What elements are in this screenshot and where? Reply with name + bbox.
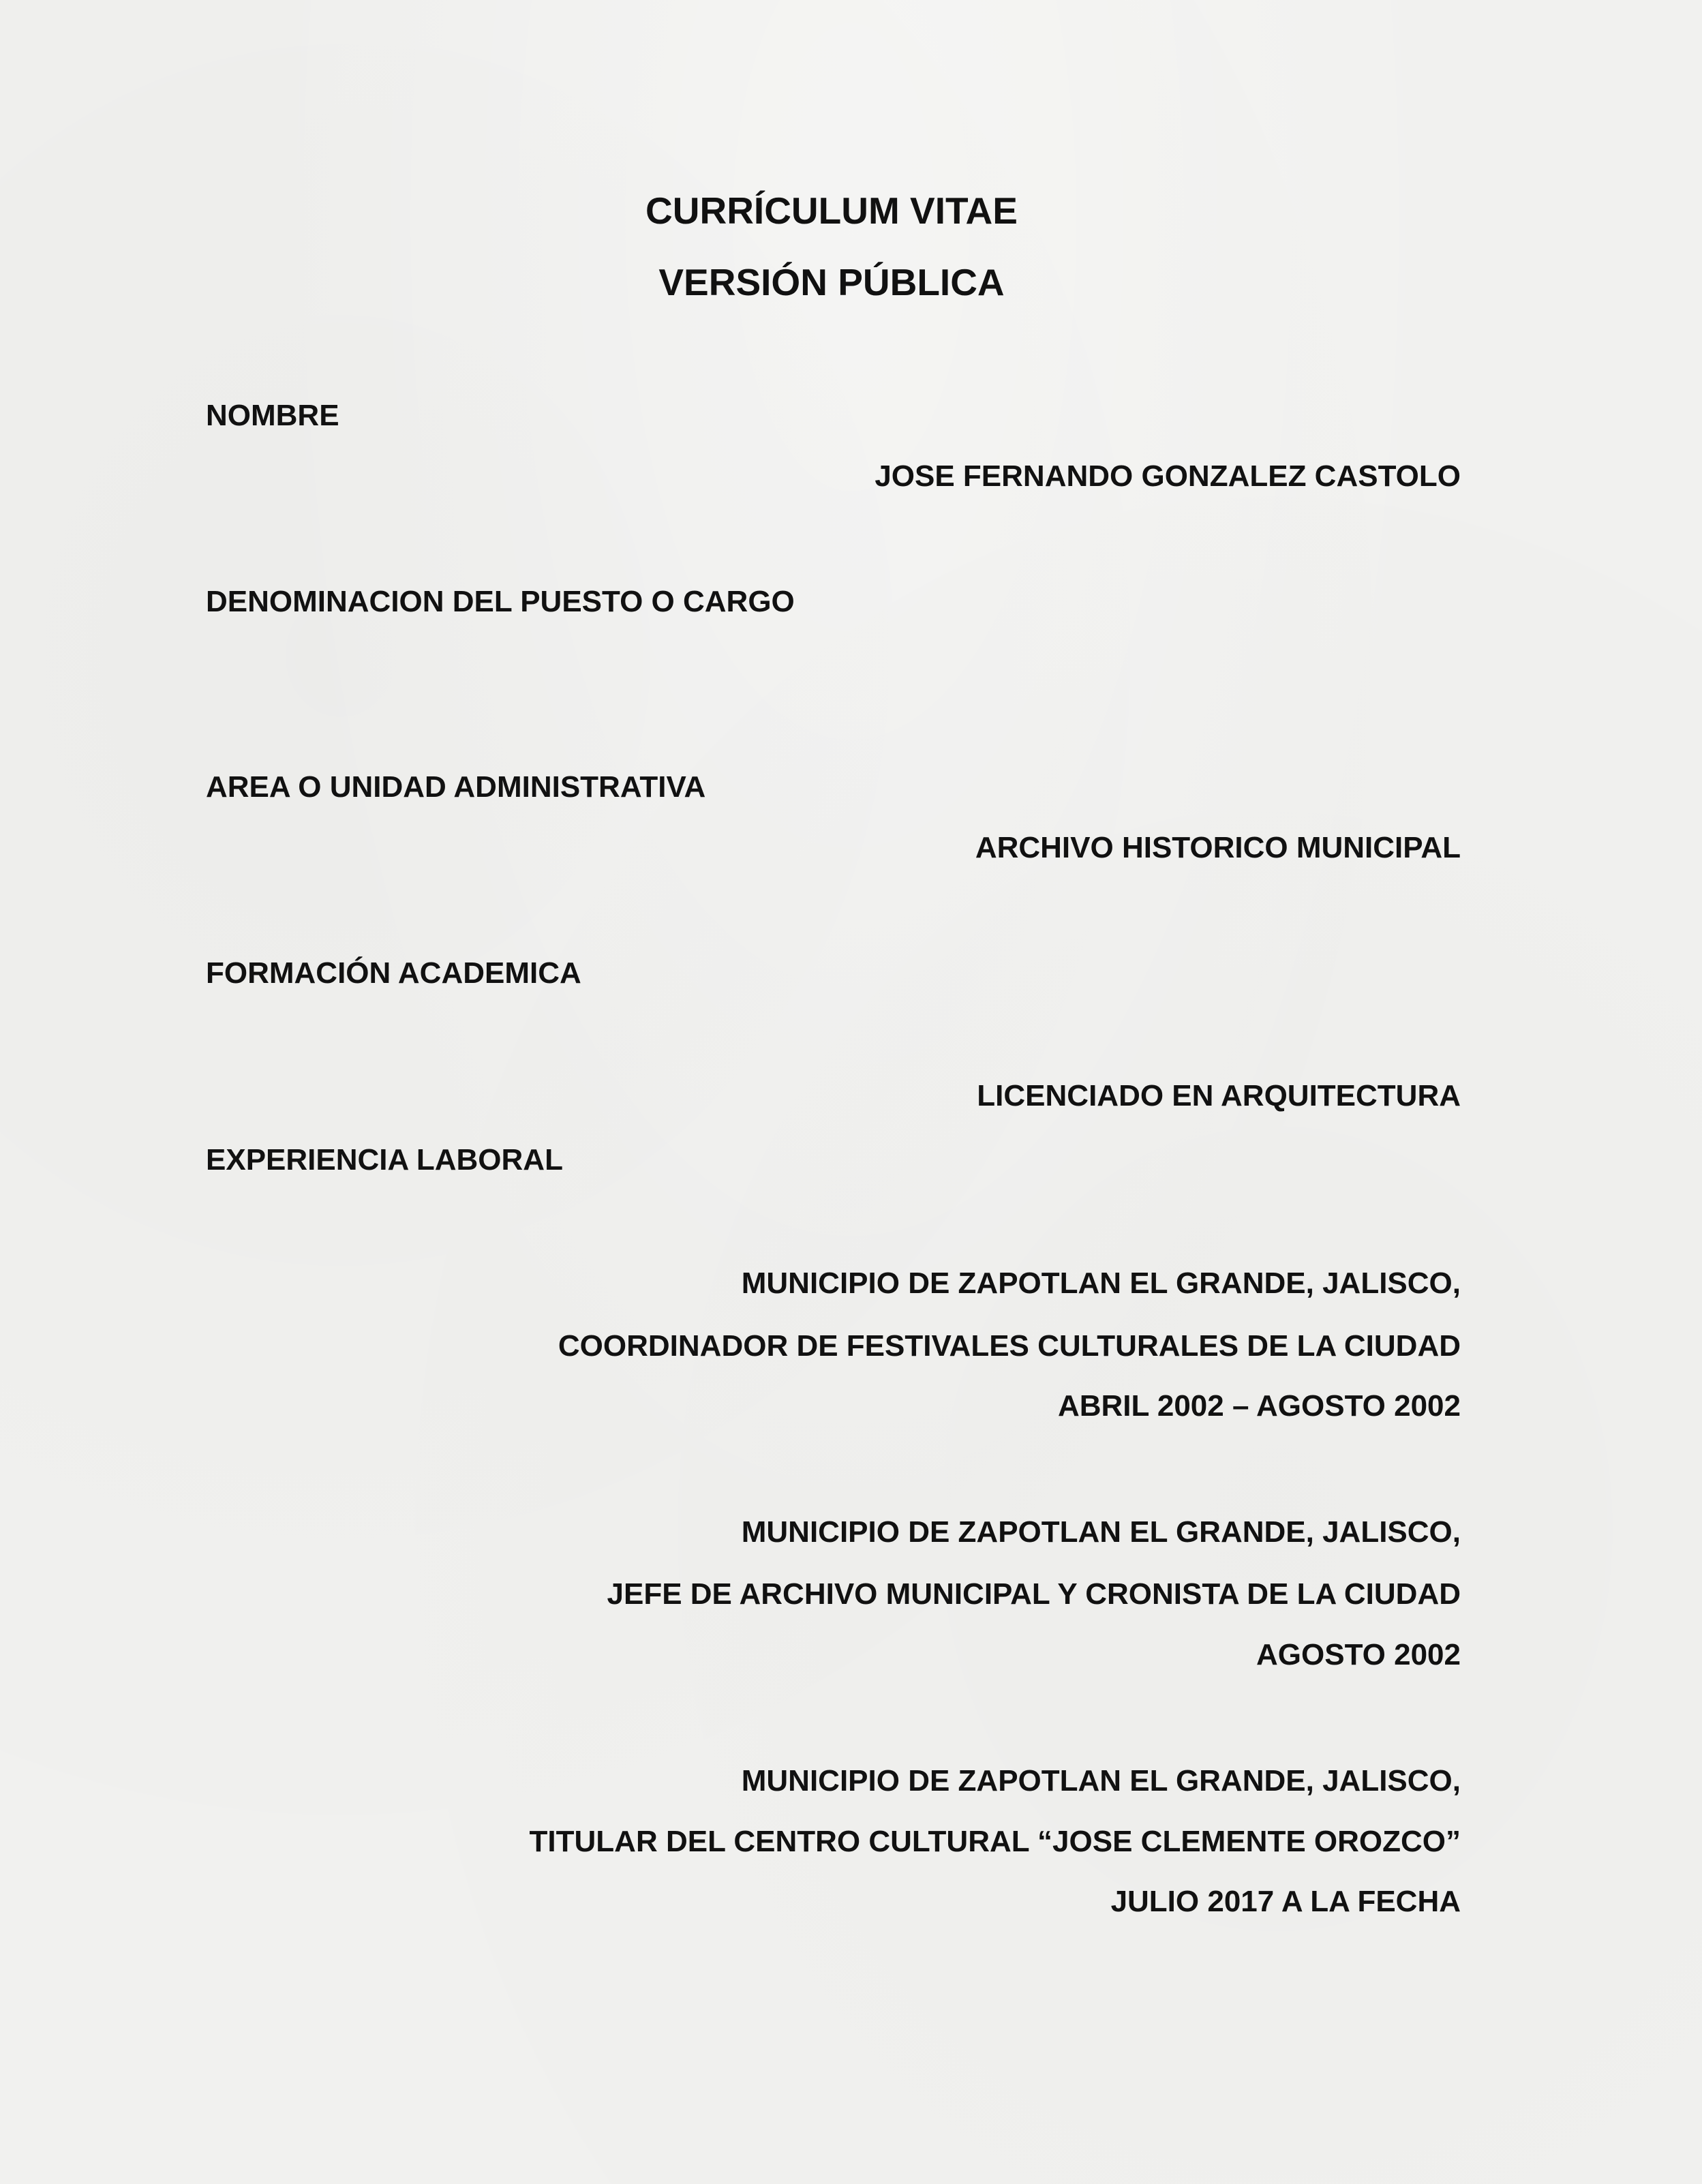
- experience-position: COORDINADOR DE FESTIVALES CULTURALES DE LA CIUDAD: [558, 1329, 1461, 1363]
- nombre-value: JOSE FERNANDO GONZALEZ CASTOLO: [875, 459, 1461, 493]
- experience-employer: MUNICIPIO DE ZAPOTLAN EL GRANDE, JALISCO,: [741, 1764, 1461, 1798]
- document-title: CURRÍCULUM VITAE: [645, 189, 1018, 232]
- formacion-label: FORMACIÓN ACADEMICA: [206, 956, 581, 990]
- nombre-label: NOMBRE: [206, 399, 339, 432]
- experience-period: AGOSTO 2002: [1256, 1638, 1461, 1671]
- experience-period: JULIO 2017 A LA FECHA: [1110, 1885, 1461, 1918]
- area-value: ARCHIVO HISTORICO MUNICIPAL: [975, 831, 1461, 864]
- document-subtitle: VERSIÓN PÚBLICA: [658, 261, 1005, 303]
- formacion-value: LICENCIADO EN ARQUITECTURA: [977, 1079, 1461, 1112]
- experiencia-label: EXPERIENCIA LABORAL: [206, 1143, 563, 1177]
- experience-position: JEFE DE ARCHIVO MUNICIPAL Y CRONISTA DE LA CIUDAD: [607, 1577, 1461, 1611]
- area-label: AREA O UNIDAD ADMINISTRATIVA: [206, 770, 706, 804]
- experience-position: TITULAR DEL CENTRO CULTURAL “JOSE CLEMENTE OROZCO”: [529, 1825, 1461, 1858]
- experience-period: ABRIL 2002 – AGOSTO 2002: [1057, 1389, 1461, 1423]
- experience-employer: MUNICIPIO DE ZAPOTLAN EL GRANDE, JALISCO,: [741, 1267, 1461, 1300]
- puesto-label: DENOMINACION DEL PUESTO O CARGO: [206, 585, 795, 618]
- experience-employer: MUNICIPIO DE ZAPOTLAN EL GRANDE, JALISCO,: [741, 1515, 1461, 1549]
